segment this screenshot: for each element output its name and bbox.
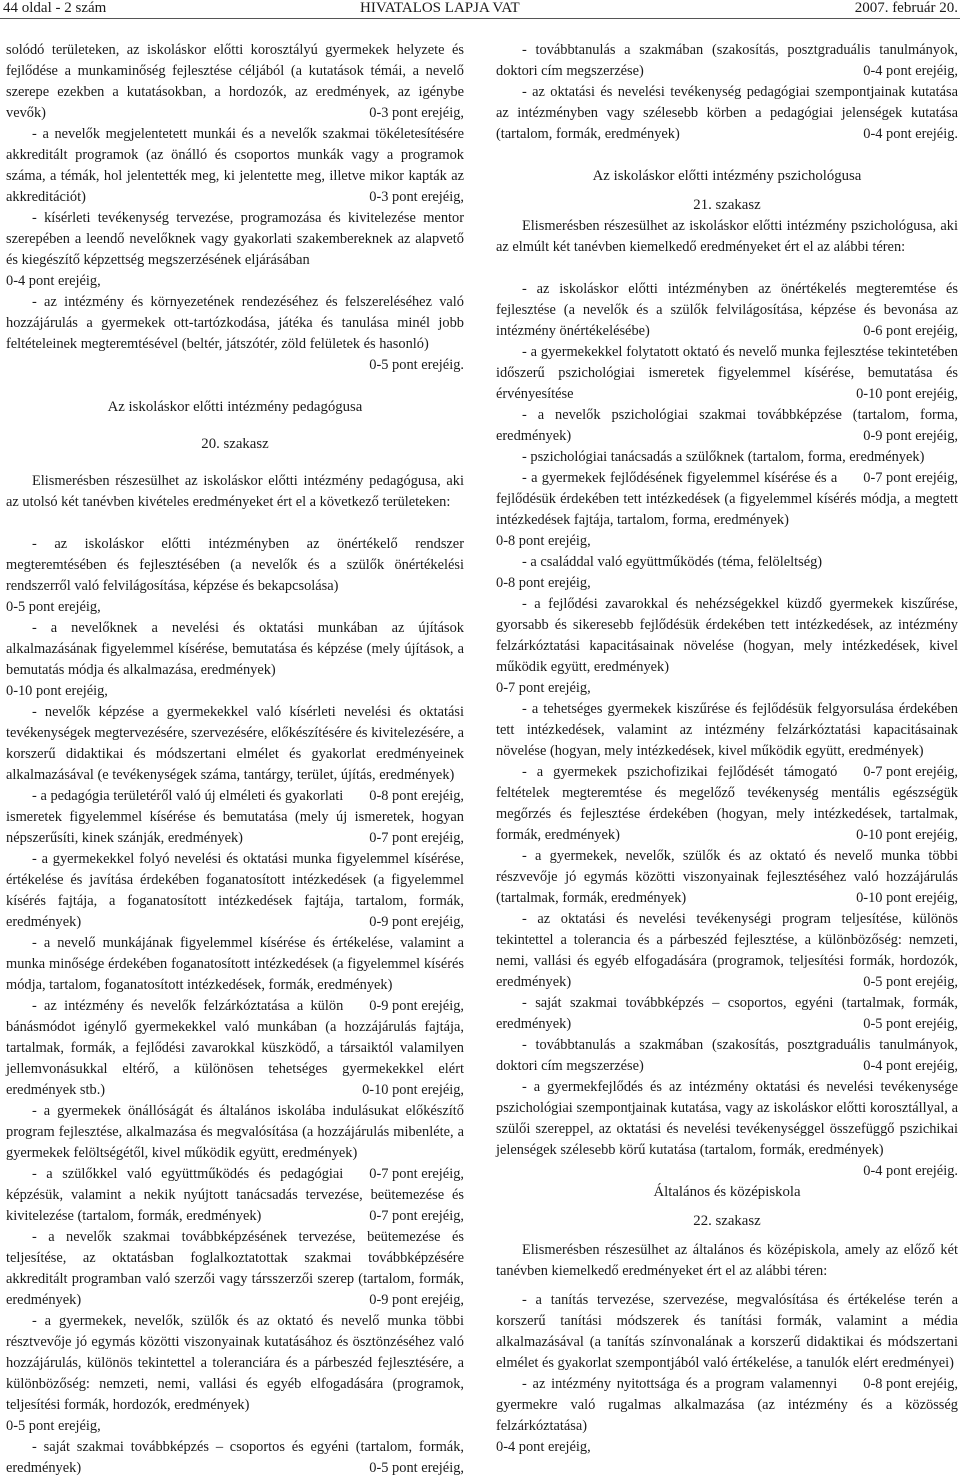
points: 0-4 pont erejéig. xyxy=(863,1163,958,1179)
list-item: - az intézmény nyitottsága és a program valamennyi gyermekre való rugalmas alkalmazása (az intézmény és a közösség felzárkóztatása) xyxy=(496,1376,958,1434)
points: 0-7 pont erejéig, xyxy=(863,764,958,780)
list-item: - a gyermekek, nevelők, szülők és az oktató és nevelő munka többi részvevője jó egymás közötti viszonyainak fejlesztéséhez való hozzájárulás (tartalmak, formák, eredmények) 0-10 pont erejéig, xyxy=(496,846,958,909)
points: 0-8 pont erejéig, xyxy=(863,1376,958,1392)
list-item: - a gyermekek fejlődésének figyelemmel kísérése és a fejlődésük érdekében tett intézkedések (a figyelemmel kísérés módja, a megtett intézkedések fajtája, tartalom, forma, eredmények) xyxy=(496,470,958,528)
points: 0-7 pont erejéig, xyxy=(863,470,958,486)
points: 0-9 pont erejéig, xyxy=(863,428,958,444)
paragraph: - kísérleti tevékenység tervezése, programozása és kivitelezése mentor szerepében a leendő nevelőknek vagy gyakorlati szakembereknek az alapvető és kiegészítő képzettség megszerzésének eljárásában xyxy=(6,210,464,268)
points: 0-10 pont erejéig, xyxy=(362,1082,464,1098)
section-number: 21. szakasz xyxy=(693,197,761,213)
list-item: - az oktatási és nevelési tevékenységi program teljesítése, különös tekintettel a tolerancia és a párbeszéd fejlesztése, a különbözőség: nemzeti, nemi, vallási és egyéb elfogadására (programok, teljesítési formák, hordozók, eredmények) 0-5 pont erejéig, xyxy=(496,909,958,993)
points: 0-4 pont erejéig, xyxy=(6,273,101,289)
points: 0-3 pont erejéig, xyxy=(369,105,464,121)
list-item: - a nevelő munkájának figyelemmel kísérése és értékelése, valamint a munka minősége érdekében foganatosított intézkedések (a figyelemmel kísérés módja, tartalom, foganatosított intézkedések, formák, eredmények) 0-9 pont erejéig, xyxy=(6,933,464,996)
points: 0-4 pont erejéig, xyxy=(863,1058,958,1074)
list-item: - a gyermekek, nevelők, szülők és az oktató és nevelő munka többi résztvevője jó egymás közötti viszonyainak kutatásához és ösztönzéséhez való hozzájárulás, különös tekintettel a toleranciára és a párbeszéd fejlesztésére, a különbözőség: nemzeti, nemi, vallási és egyéb elfogadására (programok, teljesítési formák, hordozók, eredmények) xyxy=(6,1313,464,1413)
section-intro: Elismerésben részesülhet az iskoláskor előtti intézmény pszichológusa, aki az elmúlt két tanévben kiemelkedő eredményeket ért el az alábbi téren: xyxy=(496,218,958,255)
points: 0-7 pont erejéig, xyxy=(369,1208,464,1224)
list-item: - továbbtanulás a szakmában (szakosítás, posztgraduális tanulmányok, doktori cím megszerzése) 0-4 pont erejéig, xyxy=(496,1035,958,1077)
points: 0-5 pont erejéig, xyxy=(369,1460,464,1476)
list-item: - a szülőkkel való együttműködés és pedagógiai képzésük, valamint a nekik nyújtott tanácsadás tervezése, beütemezése és kivitelezése (tartalom, formák, eredmények) 0-7 pont erejéig, xyxy=(6,1164,464,1227)
list-item: - az iskoláskor előtti intézményben az önértékelés megteremtése és fejlesztése (a nevelők és a szülők felvilágosítása, képzése és bevonása az intézmény önértékelésébe) 0-6 pont erejéig, xyxy=(496,279,958,342)
list-item: - a családdal való együttműködés (téma, felöleltség) xyxy=(522,554,823,570)
list-item: - a gyermekekkel folytatott oktató és nevelő munka fejlesztése tekintetében időszerű pszichológiai ismeretek figyelemmel kísérése, bemutatása és érvényesítése 0-10 pont erejéig, xyxy=(496,342,958,405)
points: 0-4 pont erejéig, xyxy=(863,63,958,79)
points: 0-4 pont erejéig, xyxy=(496,1439,591,1455)
points: 0-10 pont erejéig, xyxy=(856,827,958,843)
list-item: - a pedagógia területéről való új elméleti és gyakorlati ismeretek figyelemmel kísérése és bemutatása (mely új ismeretek, hogyan népszerűsíti, kinek szánják, eredmények) 0-7 pont erejéig, xyxy=(6,786,464,849)
points: 0-5 pont erejéig, xyxy=(863,974,958,990)
points: 0-10 pont erejéig, xyxy=(6,683,108,699)
points: 0-6 pont erejéig, xyxy=(863,323,958,339)
paragraph: solódó területeken, az iskoláskor előtti korosztályú gyermekek helyzete és fejlődése a munkaminőség fejlesztése céljából (a kutatások témái, a nevelő szerepe ezekben a kutatásokban, a hordozók, az eredmények, az igénybe vevők) 0-3 pont erejéig, xyxy=(6,40,464,124)
list-item: - a tanítás tervezése, szervezése, megvalósítása és értékelése terén a korszerű tanítási módszerek és tanítási formák, valamint a média alkalmazásával (a tanítás színvonalának a korszerű didaktikai és módszertani elmélet és gyakorlat szempontjából való értékelése, a tanulók elért eredményei) 0-8 pont erejéig, xyxy=(496,1290,958,1374)
section-intro: Elismerésben részesülhet az általános és középiskola, amely az előző két tanévben kiemelkedő eredményeket ért el az alábbi téren: xyxy=(496,1242,958,1279)
list-item: - a gyermekek pszichofizikai fejlődését támogató feltételek megteremtése és megelőző tevékenység mentális egészségük megőrzés és fejlesztése érdekében (hogyan, mely intézkedések, tartalmak, formák, eredmények) 0-10 pont erejéig, xyxy=(496,762,958,846)
paragraph: - a nevelők megjelentetett munkái és a nevelők szakmai tökéletesítésére akkreditált programok (az önálló és csoportos munkák vagy a programok száma, a témák, hol jelentették meg, ki jelentette meg, illetve mikor kapták az akkreditációt) 0-3 pont erejéig, xyxy=(6,124,464,208)
points: 0-5 pont erejéig. xyxy=(369,357,464,373)
list-item: - a fejlődési zavarokkal és nehézségekkel küzdő gyermekek kiszűrése, gyorsabb és sikeresebb fejlődésük érdekében tett intézkedések, az intézmény felzárkóztatási kapacitásainak növelése (hogyan, mely intézkedések, kivel működik együtt, eredmények) xyxy=(496,596,958,675)
list-item: - az oktatási és nevelési tevékenység pedagógiai szempontjainak kutatása az intézményben vagy szélesebb körben a pedagógiai jelenségek kutatása (tartalom, formák, eredmények) 0-4 pont erejéig. xyxy=(496,82,958,145)
points: 0-5 pont erejéig, xyxy=(6,1418,101,1434)
right-column xyxy=(496,40,958,1458)
page-header xyxy=(0,0,960,18)
issue-date: 2007. február 20. xyxy=(854,0,958,16)
points: 0-8 pont erejéig, xyxy=(369,788,464,804)
points: 0-5 pont erejéig, xyxy=(6,599,101,615)
section-title: Az iskoláskor előtti intézmény pszichológusa xyxy=(592,168,862,184)
list-item: - pszichológiai tanácsadás a szülőknek (tartalom, forma, eredmények) 0-7 pont erejéig, xyxy=(496,447,958,468)
points: 0-9 pont erejéig, xyxy=(369,914,464,930)
list-item: - az intézmény és nevelők felzárkóztatása a külön bánásmódot igénylő gyermekekkel való munkában (a hozzájárulás fajtája, tartalmak, formák, a fejlődési zavarokkal küszködő, a társaiktól valamilyen jellemvonásukkal eltérő, a különösen tehetséges gyermekekkel elért eredmények stb.) 0-10 pont erejéig, xyxy=(6,996,464,1101)
list-item: - a gyermekfejlődés és az intézmény oktatási és nevelési tevékenysége pszichológiai szempontjainak kutatása, vagy az iskoláskor előtti korosztállyal, a szülői szereppel, az oktatási és nevelési tevékenységgel összefüggő pszichikai jelenségek szélesebb körű kutatása (tartalom, formák, eredmények) 0-4 pont erejéig. xyxy=(496,1077,958,1161)
points: 0-8 pont erejéig, xyxy=(496,533,591,549)
points: 0-3 pont erejéig, xyxy=(369,189,464,205)
list-item: - a nevelőknek a nevelési és oktatási munkában az újítások alkalmazásának figyelemmel kísérése, bemutatása és képzése (mely újítások, a bemutatás módja és alkalmazása, eredmények) xyxy=(6,620,464,678)
points: 0-7 pont erejéig, xyxy=(369,1166,464,1182)
section-number: 20. szakasz xyxy=(201,436,269,452)
points: 0-7 pont erejéig, xyxy=(496,680,591,696)
page-number: 44 oldal - 2 szám xyxy=(3,0,107,16)
list-item: - a gyermekekkel folyó nevelési és oktatási munka figyelemmel kísérése, értékelése és javítása érdekében foganatosított intézkedések (a figyelemmel kísérés fajtája, a foganatosított intézkedések fajtája, tartalom, formák, eredmények) 0-9 pont erejéig, xyxy=(6,849,464,933)
list-item: - az iskoláskor előtti intézményben az önértékelő rendszer megteremtésében és fejlesztésében (a nevelők és a szülők önértékelési rendszerről való felvilágosítása, képzése és bekapcsolása) xyxy=(6,536,464,594)
points: 0-5 pont erejéig, xyxy=(863,1016,958,1032)
list-item: - a nevelők szakmai továbbképzésének tervezése, beütemezése és teljesítése, az oktatásban foglalkoztatottak szakmai továbbképzésére akkreditált programban való szerzői vagy társszerzői szerep (tartalom, formák, eredmények) 0-9 pont erejéig, xyxy=(6,1227,464,1311)
points: 0-10 pont erejéig, xyxy=(856,386,958,402)
list-item: - saját szakmai továbbképzés – csoportos és egyéni (tartalom, formák, eredmények) 0-5 pont erejéig, xyxy=(6,1437,464,1479)
left-column xyxy=(6,40,464,1479)
list-item: - továbbtanulás a szakmában (szakosítás, posztgraduális tanulmányok, doktori cím megszerzése) 0-4 pont erejéig, xyxy=(496,40,958,82)
paragraph: - az intézmény és környezetének rendezéséhez és felszereléséhez való hozzájárulás a gyermekek ott-tartózkodása, játéka és tanulása minél jobb feltételeinek megteremtésével (beltér, játszótér, zöld felületek és hasonló) 0-5 pont erejéig. xyxy=(6,292,464,355)
list-item: - a gyermekek önállóságát és általános iskolába indulásukat előkészítő program fejlesztése, alkalmazása és megvalósítása (a hozzájárulás mibenléte, a gyermekek felöltségétől, kivel működik együtt, eredmények) 0-7 pont erejéig, xyxy=(6,1101,464,1164)
section-intro: Elismerésben részesülhet az iskoláskor előtti intézmény pedagógusa, aki az utolsó két tanévben kivételes eredményeket ért el a következő területeken: xyxy=(6,473,464,510)
list-item: - a nevelők pszichológiai szakmai továbbképzése (tartalom, forma, eredmények) 0-9 pont erejéig, xyxy=(496,405,958,447)
points: 0-9 pont erejéig, xyxy=(369,1292,464,1308)
points: 0-8 pont erejéig, xyxy=(496,575,591,591)
section-title: Általános és középiskola xyxy=(653,1184,801,1200)
points: 0-7 pont erejéig, xyxy=(369,830,464,846)
points: 0-4 pont erejéig. xyxy=(863,126,958,142)
list-item: - nevelők képzése a gyermekekkel való kísérleti nevelési és oktatási tevékenységek megtervezésére, szervezésére, előkészítésére és kivitelezésére, a korszerű didaktikai és módszertani elmélet és gyakorlat eredményeinek alkalmazásával (e tevékenységek száma, tantárgy, terület, újítás, eredmények) 0-8 pont erejéig, xyxy=(6,702,464,786)
points: 0-10 pont erejéig, xyxy=(856,890,958,906)
section-number: 22. szakasz xyxy=(693,1213,761,1229)
list-item: - a tehetséges gyermekek kiszűrése és fejlődésük felgyorsulása érdekében tett intézkedések, valamint az intézmény felzárkóztatási kapacitásainak növelése (hogyan, mely intézkedések, kivel működik együtt, eredmények) 0-7 pont erejéig, xyxy=(496,699,958,762)
journal-title: HIVATALOS LAPJA VAT xyxy=(360,0,520,16)
points: 0-9 pont erejéig, xyxy=(369,998,464,1014)
section-title: Az iskoláskor előtti intézmény pedagógusa xyxy=(107,399,363,415)
list-item: - saját szakmai továbbképzés – csoportos, egyéni (tartalmak, formák, eredmények) 0-5 pont erejéig, xyxy=(496,993,958,1035)
